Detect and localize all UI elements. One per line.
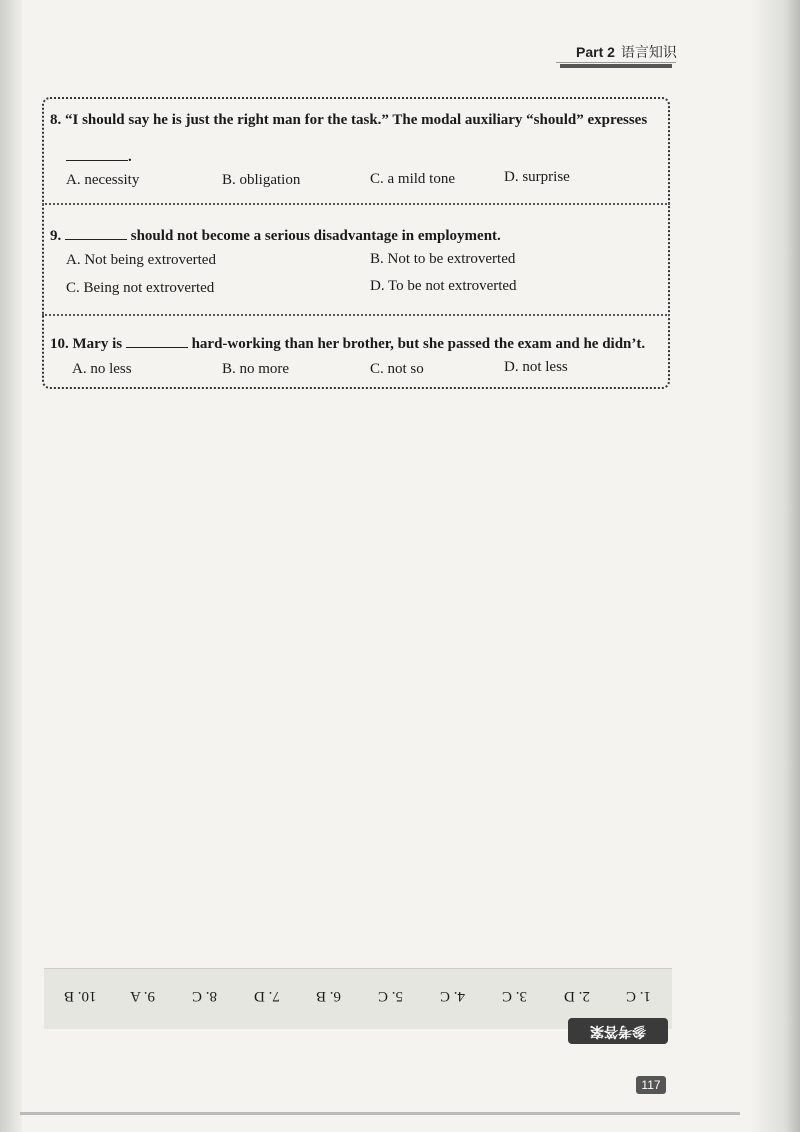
answer-item: 1. C: [626, 988, 652, 1004]
answer-item: 10. B: [64, 988, 97, 1004]
answer-key-title: 参考答案: [568, 1018, 668, 1044]
q10-option-a: A. no less: [72, 361, 132, 377]
page-gutter-shadow: [752, 0, 800, 1132]
question-10-text-end: hard-working than her brother, but she passed the exam and he didn’t.: [187, 336, 646, 352]
question-9-text: should not become a serious disadvantage in employment.: [127, 228, 501, 244]
q9-option-b: B. Not to be extroverted: [370, 251, 516, 267]
question-8-tail: .: [128, 149, 132, 165]
q10-option-b: B. no more: [222, 361, 290, 377]
answer-blank: [65, 225, 127, 240]
header-part: Part 2: [576, 44, 615, 60]
question-divider: [42, 314, 670, 316]
answer-item: 3. C: [502, 988, 528, 1004]
answer-item: 8. C: [192, 988, 218, 1004]
bottom-rule: [20, 1112, 740, 1115]
question-divider: [42, 203, 670, 205]
answer-item: 2. D: [564, 988, 590, 1004]
question-8-stem: [50, 112, 647, 129]
q8-option-c: C. a mild tone: [370, 171, 455, 187]
q10-option-d: D. not less: [504, 359, 568, 375]
q8-option-a: A. necessity: [66, 172, 140, 188]
bleed-through-text: [44, 400, 674, 960]
header-rule-thin: [556, 62, 676, 63]
q9-option-d: D. To be not extroverted: [370, 278, 517, 294]
q9-option-a: A. Not being extroverted: [66, 252, 216, 268]
q8-option-d: D. surprise: [504, 169, 570, 185]
answer-blank: [126, 333, 188, 348]
question-10-text-start: 10. Mary is: [50, 336, 126, 352]
question-8-blank-line: [66, 146, 132, 166]
answer-item: 9. A: [130, 988, 156, 1004]
question-10-stem: [50, 333, 645, 353]
answer-item: 5. C: [378, 988, 404, 1004]
answer-item: 4. C: [440, 988, 466, 1004]
answer-blank: [66, 146, 128, 161]
q9-option-c: C. Being not extroverted: [66, 280, 215, 296]
question-8-text: 8. “I should say he is just the right man for the task.” The modal auxiliary “should” expresses: [50, 112, 648, 128]
page-number: 117: [636, 1076, 666, 1094]
answer-key-list: [44, 987, 672, 1011]
header-rule: [560, 64, 672, 68]
question-9-number: 9.: [50, 228, 62, 244]
answer-item: 7. D: [254, 988, 280, 1004]
q8-option-b: B. obligation: [222, 172, 301, 188]
question-9-stem: [50, 225, 501, 245]
answer-item: 6. B: [316, 988, 342, 1004]
running-header: [576, 42, 677, 62]
q10-option-c: C. not so: [370, 361, 424, 377]
header-section: 语言知识: [620, 44, 677, 60]
page-edge-shadow: [0, 0, 22, 1132]
